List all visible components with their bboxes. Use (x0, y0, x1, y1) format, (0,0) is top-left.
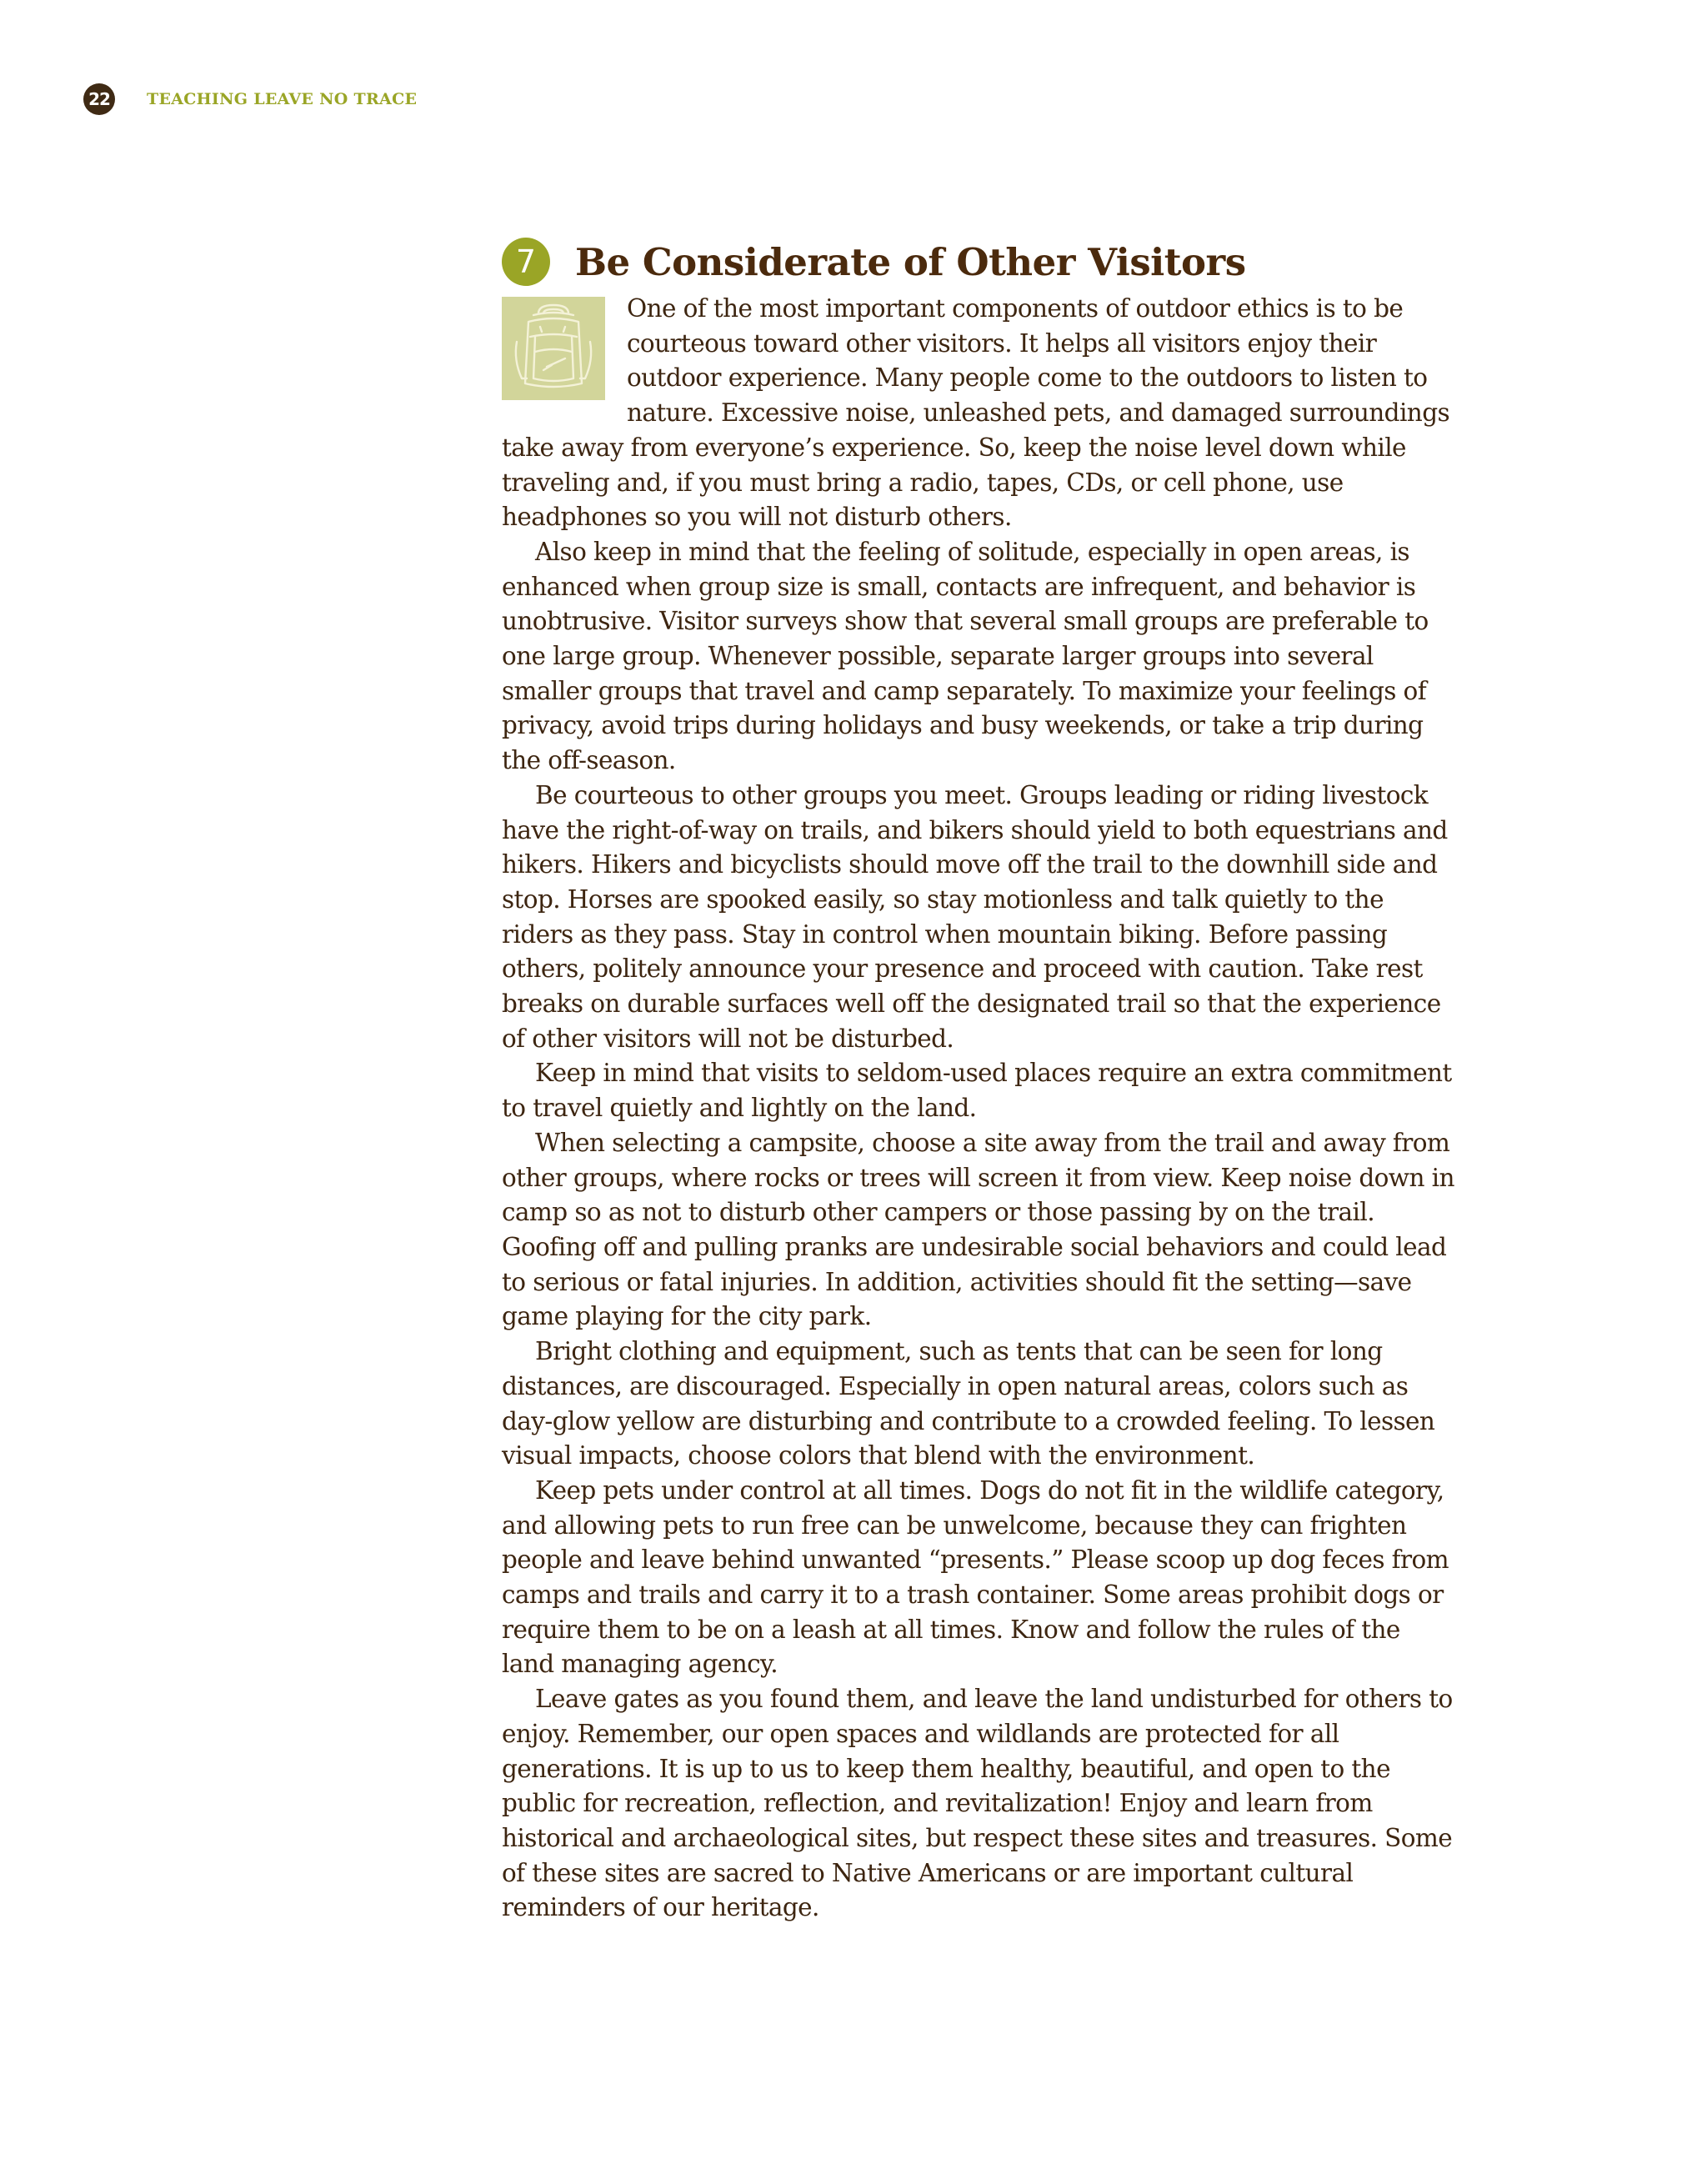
running-header (83, 83, 417, 115)
section-heading (502, 235, 1457, 288)
page-number-badge: 22 (83, 83, 115, 115)
principle-number-badge: 7 (502, 238, 550, 286)
section-content (502, 235, 1457, 1926)
paragraph: When selecting a campsite, choose a site away from the trail and away from other groups, where rocks or trees will screen it from view. Keep noise down in camp so as not to disturb other campers or those passing by on the trail. Goofing off and pulling pranks are undesirable social behaviors and could lead to serious or fatal injuries. In addition, activities should fit the setting—save game playing for the city park. (502, 1128, 1454, 1331)
body-text (502, 292, 1457, 1926)
backpack-icon (502, 297, 605, 400)
paragraph: Keep pets under control at all times. Dogs do not fit in the wildlife category, and allowing pets to run free can be unwelcome, because they can frighten people and leave behind unwanted “presents.” Please scoop up dog feces from camps and trails and carry it to a trash container. Some areas prohibit dogs or require them to be on a leash at all times. Know and follow the rules of the land managing agency. (502, 1475, 1449, 1679)
running-header-title: TEACHING LEAVE NO TRACE (147, 90, 418, 108)
paragraph: One of the most important components of outdoor ethics is to be courteous toward other visitors. It helps all visitors enjoy their outdoor experience. Many people come to the outdoors to listen to nature. Excessive noise, unleashed pets, and damaged surroundings take away from everyone’s experience. So, keep the noise level down while traveling and, if you must bring a radio, tapes, CDs, or cell phone, use headphones so you will not disturb others. (502, 294, 1450, 532)
section-title: Be Considerate of Other Visitors (575, 239, 1246, 284)
paragraph: Leave gates as you found them, and leave the land undisturbed for others to enjoy. Remember, our open spaces and wildlands are protected for all generations. It is up to us to keep them healthy, beautiful, and open to the public for recreation, reflection, and revitalization! Enjoy and learn from historical and archaeological sites, but respect these sites and treasures. Some of these sites are sacred to Native Americans or are important cultural reminders of our heritage. (502, 1685, 1453, 1922)
paragraph: Keep in mind that visits to seldom-used places require an extra commitment to travel quietly and lightly on the land. (502, 1059, 1452, 1123)
paragraph: Bright clothing and equipment, such as tents that can be seen for long distances, are discouraged. Especially in open natural areas, colors such as day-glow yellow are disturbing and contribute to a crowded feeling. To lessen visual impacts, choose colors that blend with the environment. (502, 1337, 1435, 1470)
paragraph: Be courteous to other groups you meet. Groups leading or riding livestock have the right-of-way on trails, and bikers should yield to both equestrians and hikers. Hikers and bicyclists should move off the trail to the downhill side and stop. Horses are spooked easily, so stay motionless and talk quietly to the riders as they pass. Stay in control when mountain biking. Before passing others, politely announce your presence and proceed with caution. Take rest breaks on durable surfaces well off the designated trail so that the experience of other visitors will not be disturbed. (502, 780, 1448, 1053)
paragraph: Also keep in mind that the feeling of solitude, especially in open areas, is enhanced when group size is small, contacts are infrequent, and behavior is unobtrusive. Visitor surveys show that several small groups are preferable to one large group. Whenever possible, separate larger groups into several smaller groups that travel and camp separately. To maximize your feelings of privacy, avoid trips during holidays and busy weekends, or take a trip during the off-season. (502, 537, 1429, 775)
